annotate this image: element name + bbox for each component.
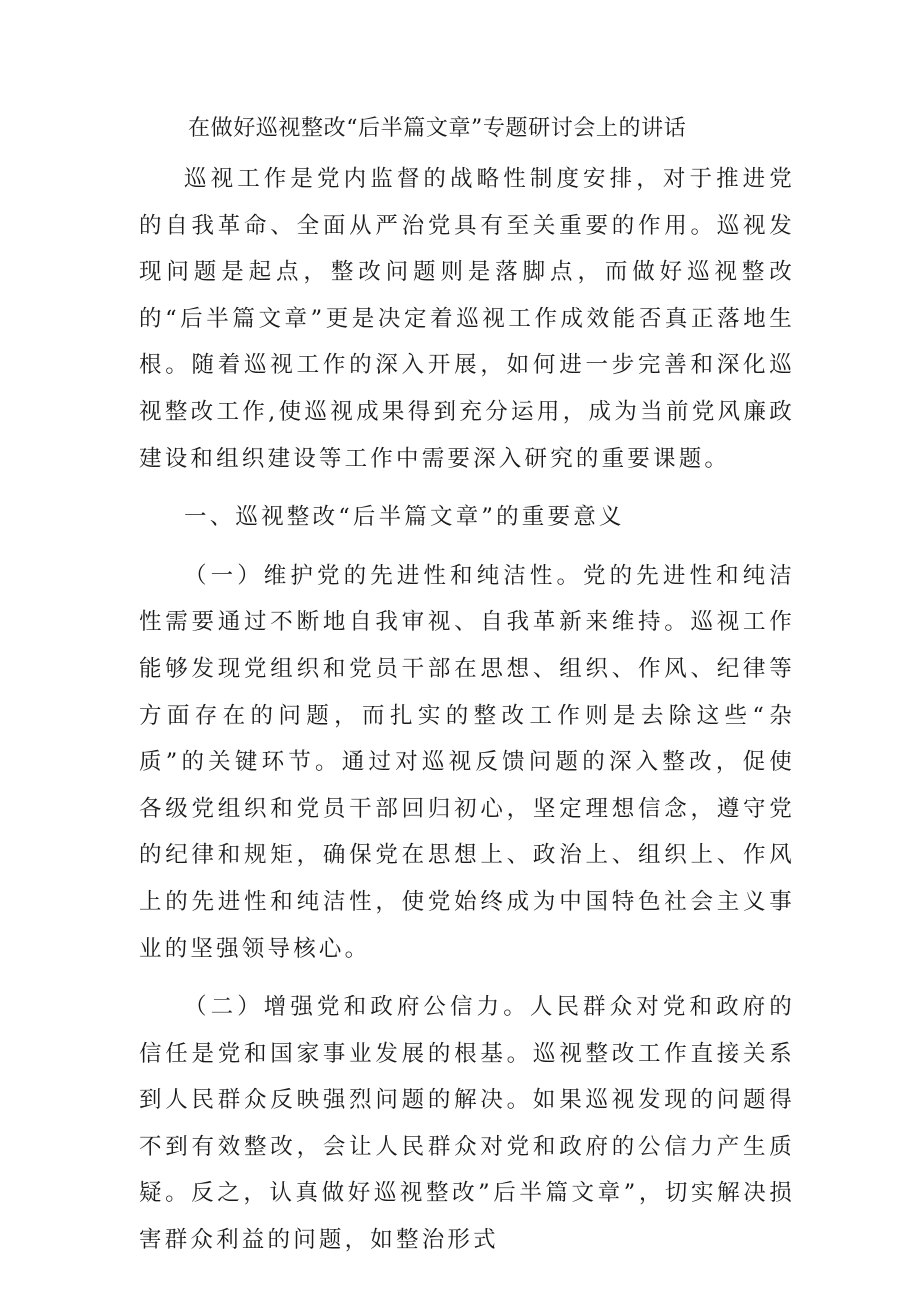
section-heading-1: 一、巡视整改“后半篇文章”的重要意义 bbox=[184, 504, 625, 531]
subsection-paragraph-2: （二）增强党和政府公信力。人民群众对党和政府的信任是党和国家事业发展的根基。巡视整改工作直接关系到人民群众反映强烈问题的解决。如果巡视发现的问题得不到有效整改，会让人民群众对党和政府的公信力产生质疑。反之，认真做好巡视整改”后半篇文章”，切实解决损害群众利益的问题，如整治形式 bbox=[139, 994, 795, 1254]
document-body bbox=[139, 156, 795, 1264]
intro-paragraph: 巡视工作是党内监督的战略性制度安排，对于推进党的自我革命、全面从严治党具有至关重要的作用。巡视发现问题是起点，整改问题则是落脚点，而做好巡视整改的“后半篇文章”更是决定着巡视工作成效能否真正落地生根。随着巡视工作的深入开展，如何进一步完善和深化巡视整改工作,使巡视成果得到充分运用，成为当前党风廉政建设和组织建设等工作中需要深入研究的重要课题。 bbox=[139, 166, 795, 472]
subsection-paragraph-1: （一）维护党的先进性和纯洁性。党的先进性和纯洁性需要通过不断地自我审视、自我革新来维持。巡视工作能够发现党组织和党员干部在思想、组织、作风、纪律等方面存在的问题，而扎实的整改工作则是去除这些“杂质”的关键环节。通过对巡视反馈问题的深入整改，促使各级党组织和党员干部回归初心，坚定理想信念，遵守党的纪律和规矩，确保党在思想上、政治上、组织上、作风上的先进性和纯洁性，使党始终成为中国特色社会主义事业的坚强领导核心。 bbox=[139, 562, 795, 962]
document-title: 在做好巡视整改“后半篇文章”专题研讨会上的讲话 bbox=[188, 116, 687, 141]
